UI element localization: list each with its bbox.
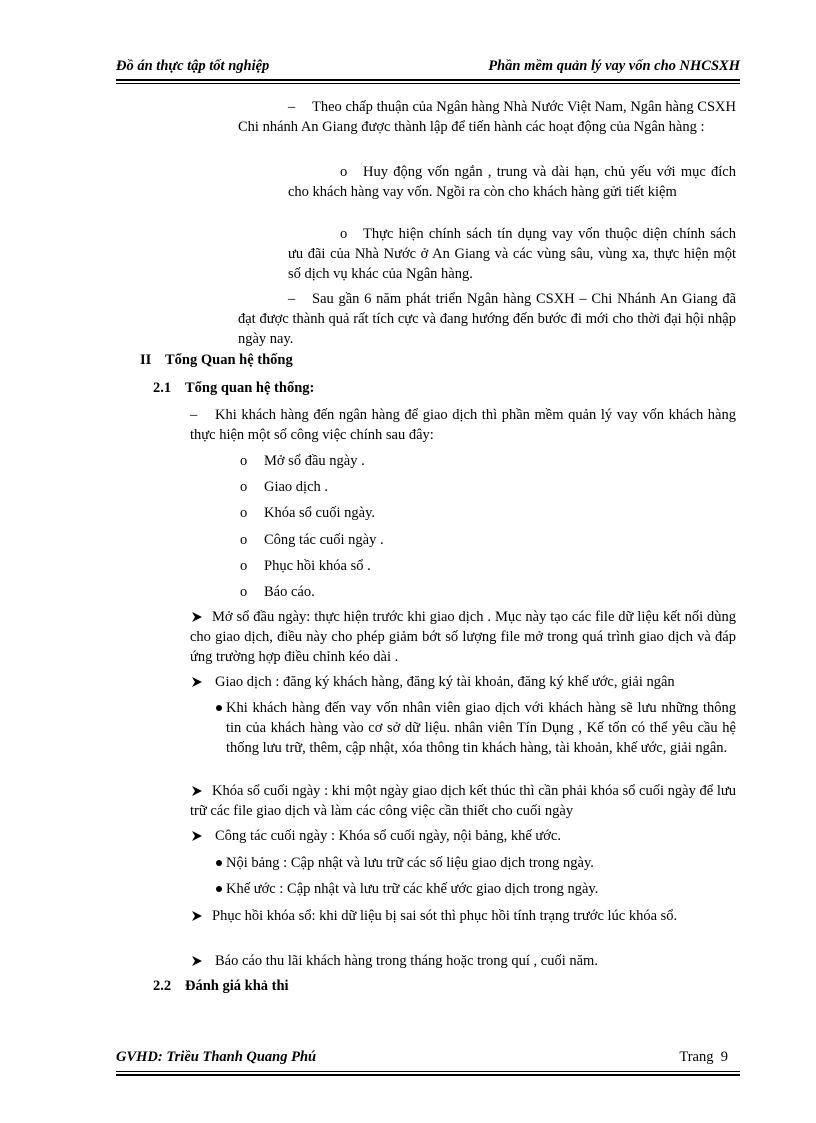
circle-bullet: o [240, 558, 248, 574]
circle-bullet: o [240, 532, 248, 548]
dash-marker: – [190, 407, 198, 423]
detail-report: Báo cáo thu lãi khách hàng trong tháng hoặc trong quí , cuối năm. [215, 953, 598, 969]
footer-rule-thick [116, 1074, 740, 1076]
header-rule-thick [116, 79, 740, 81]
subsection-title: Đánh giá khả thi [185, 978, 289, 994]
detail-end-of-day-sub: Khế ước : Cập nhật và lưu trữ các khế ước giao dịch trong ngày. [226, 881, 599, 897]
detail-end-of-day-sub: Nội bảng : Cập nhật và lưu trữ các số liệu giao dịch trong ngày. [226, 855, 594, 871]
detail-restore: Phục hồi khóa sổ: khi dữ liệu bị sai sót thì phục hồi tính trạng trước lúc khóa sổ. [212, 908, 678, 924]
detail-transaction: Giao dịch : đăng ký khách hàng, đăng ký tài khoản, đăng ký khế ước, giải ngân [215, 674, 675, 690]
detail-end-of-day: Công tác cuối ngày : Khóa sổ cuối ngày, nội bảng, khế ước. [215, 828, 561, 844]
arrowhead-bullet-icon [191, 830, 203, 842]
circle-bullet: o [240, 584, 248, 600]
page-header [116, 58, 740, 78]
footer-rule-thin [116, 1071, 740, 1072]
circle-bullet: o [240, 505, 248, 521]
header-rule-thin [116, 83, 740, 84]
page-label: Trang [679, 1049, 714, 1065]
footer-supervisor: GVHD: Triều Thanh Quang Phú [116, 1049, 317, 1065]
dash-marker: – [288, 99, 296, 115]
footer-page-number [679, 1049, 728, 1066]
intro-sub-bullet-2: Thực hiện chính sách tín dụng vay vốn thuộc diện chính sách ưu đãi của Nhà Nước ở An Giang và các vùng sâu, vùng xa, thực hiện một số dịch vụ khác của Ngân hàng. [288, 226, 736, 282]
header-right-title: Phần mềm quản lý vay vốn cho NHCSXH [488, 58, 740, 74]
detail-transaction-sub: Khi khách hàng đến vay vốn nhân viên giao dịch với khách hàng sẽ lưu những thông tin của khách hàng vào cơ sở dữ liệu. nhân viên Tín Dụng , Kế tốn có thể yêu cầu hệ thống lưu trữ, thêm, cập nhật, xóa thông tin khách hàng, tài khoản, khế ước, giải ngân. [226, 700, 736, 756]
detail-open-day: Mở sổ đầu ngày: thực hiện trước khi giao dịch . Mục này tạo các file dữ liệu kết nối dùng cho giao dịch, điều này cho phép giảm bớt số lượng file mở trong quá trình giao dịch và đáp ứng trường hợp điều chỉnh kéo dài . [190, 609, 736, 665]
section-title: Tổng Quan hệ thống [165, 352, 293, 368]
subsection-number: 2.2 [153, 978, 172, 994]
intro-paragraph-2: Sau gần 6 năm phát triển Ngân hàng CSXH – Chi Nhánh An Giang đã đạt được thành quả rất tích cực và đang hướng đến bước đi mới cho thời đại hội nhập ngày nay. [238, 291, 736, 347]
list-item: Công tác cuối ngày . [264, 532, 384, 548]
arrowhead-bullet-icon [191, 955, 203, 967]
circle-bullet: o [240, 479, 248, 495]
intro-sub-bullet-1: Huy động vốn ngắn , trung và dài hạn, chủ yếu với mục đích cho khách hàng vay vốn. Ngồi ra còn cho khách hàng gửi tiết kiệm [288, 164, 736, 200]
list-item: Giao dịch . [264, 479, 329, 495]
list-item: Khóa sổ cuối ngày. [264, 505, 376, 521]
dash-marker: – [288, 291, 296, 307]
section-number: II [140, 352, 152, 368]
circle-bullet: o [340, 226, 348, 242]
bullet-dot-icon [216, 886, 222, 892]
header-left-title: Đồ án thực tập tốt nghiệp [116, 58, 270, 74]
intro-paragraph-1: Theo chấp thuận của Ngân hàng Nhà Nước Việt Nam, Ngân hàng CSXH Chi nhánh An Giang được thành lập để tiến hành các hoạt động của Ngân hàng : [238, 99, 736, 135]
page-number: 9 [720, 1049, 728, 1065]
subsection-title: Tổng quan hệ thống: [185, 380, 315, 396]
list-item: Báo cáo. [264, 584, 315, 600]
list-item: Mở sổ đầu ngày . [264, 453, 365, 469]
detail-close-day: Khóa sổ cuối ngày : khi một ngày giao dịch kết thúc thì cần phải khóa sổ cuối ngày để lưu trữ các file giao dịch và làm các công việc cần thiết cho cuối ngày [190, 783, 736, 819]
circle-bullet: o [240, 453, 248, 469]
arrowhead-bullet-icon [191, 676, 203, 688]
bullet-dot-icon [216, 860, 222, 866]
circle-bullet: o [340, 164, 348, 180]
subsection-number: 2.1 [153, 380, 172, 396]
overview-paragraph: Khi khách hàng đến ngân hàng để giao dịch thì phần mềm quản lý vay vốn khách hàng thực hiện một số công việc chính sau đây: [190, 407, 736, 443]
page-footer [116, 1049, 740, 1069]
bullet-dot-icon [216, 705, 222, 711]
list-item: Phục hồi khóa sổ . [264, 558, 371, 574]
